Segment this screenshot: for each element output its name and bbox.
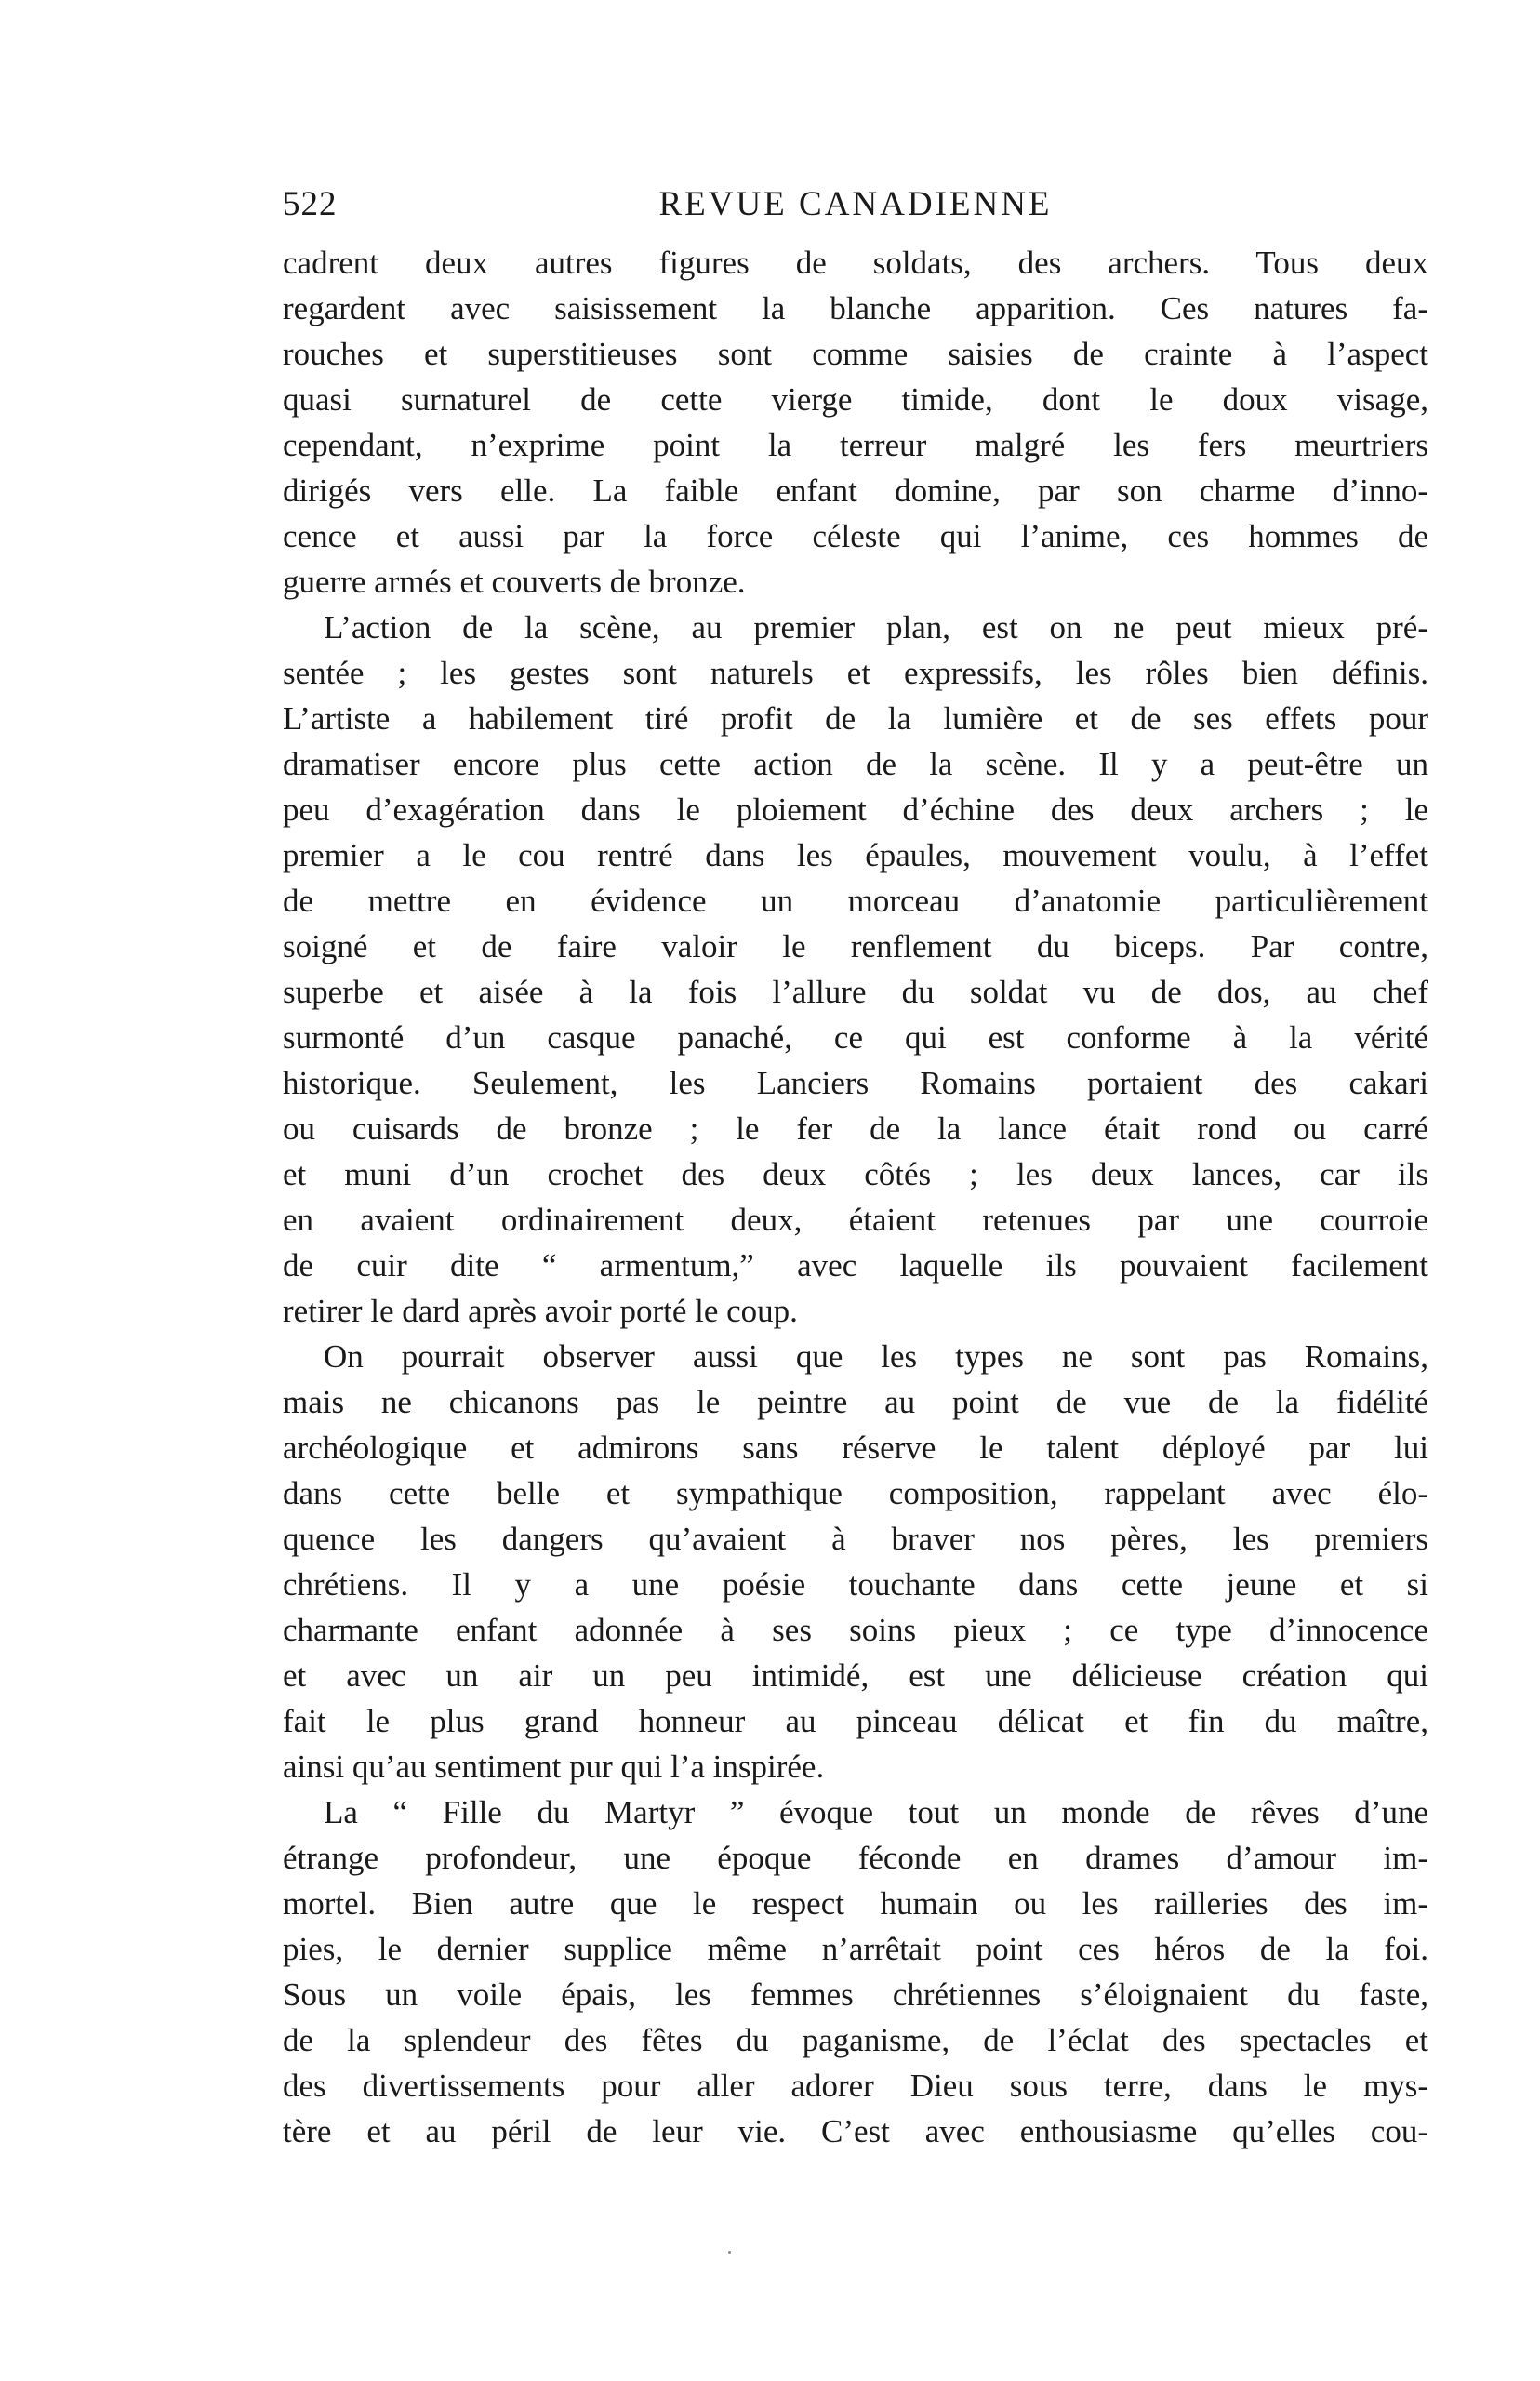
text-line: rouches et superstitieuses sont comme saisies de crainte à l’aspect — [283, 336, 1428, 372]
text-line: sentée ; les gestes sont naturels et expressifs, les rôles bien définis. — [283, 655, 1428, 691]
text-line: fait le plus grand honneur au pinceau délicat et fin du maître, — [283, 1703, 1428, 1739]
text-line: de mettre en évidence un morceau d’anatomie particulièrement — [283, 883, 1428, 919]
text-line: superbe et aisée à la fois l’allure du soldat vu de dos, au chef — [283, 974, 1428, 1010]
text-line: et muni d’un crochet des deux côtés ; les deux lances, car ils — [283, 1156, 1428, 1192]
text-line: quasi surnaturel de cette vierge timide, dont le doux visage, — [283, 381, 1428, 418]
text-line: L’artiste a habilement tiré profit de la lumière et de ses effets pour — [283, 700, 1428, 737]
text-line: et avec un air un peu intimidé, est une délicieuse création qui — [283, 1657, 1428, 1694]
text-line: mortel. Bien autre que le respect humain ou les railleries des im- — [283, 1885, 1428, 1922]
page — [283, 184, 1428, 2154]
body-text — [283, 240, 1428, 2154]
text-line: de cuir dite “ armentum,” avec laquelle ils pouvaient facilement — [283, 1247, 1428, 1284]
text-line: regardent avec saisissement la blanche apparition. Ces natures fa- — [283, 290, 1428, 326]
text-line: dramatiser encore plus cette action de la scène. Il y a peut-être un — [283, 746, 1428, 782]
text-line: surmonté d’un casque panaché, ce qui est conforme à la vérité — [283, 1019, 1428, 1056]
text-line: cadrent deux autres figures de soldats, des archers. Tous deux — [283, 245, 1428, 281]
scan-speck — [728, 2251, 731, 2254]
text-line: dans cette belle et sympathique composition, rappelant avec élo- — [283, 1475, 1428, 1511]
text-line: historique. Seulement, les Lanciers Romains portaient des cakari — [283, 1065, 1428, 1101]
text-line: ou cuisards de bronze ; le fer de la lance était rond ou carré — [283, 1111, 1428, 1147]
text-line: quence les dangers qu’avaient à braver nos pères, les premiers — [283, 1521, 1428, 1557]
text-line: en avaient ordinairement deux, étaient retenues par une courroie — [283, 1202, 1428, 1238]
text-line: ainsi qu’au sentiment pur qui l’a inspirée. — [283, 1749, 825, 1785]
running-title: REVUE CANADIENNE — [658, 185, 1053, 223]
text-line: des divertissements pour aller adorer Dieu sous terre, dans le mys- — [283, 2068, 1428, 2104]
text-line: guerre armés et couverts de bronze. — [283, 564, 746, 600]
text-line: chrétiens. Il y a une poésie touchante dans cette jeune et si — [283, 1566, 1428, 1603]
text-line: étrange profondeur, une époque féconde en drames d’amour im- — [283, 1840, 1428, 1876]
text-line: pies, le dernier supplice même n’arrêtait point ces héros de la foi. — [283, 1931, 1428, 1967]
text-line: Sous un voile épais, les femmes chrétiennes s’éloignaient du faste, — [283, 1976, 1428, 2013]
text-line: tère et au péril de leur vie. C’est avec enthousiasme qu’elles cou- — [283, 2113, 1428, 2149]
page-number: 522 — [283, 185, 338, 223]
text-line: archéologique et admirons sans réserve le talent déployé par lui — [283, 1430, 1428, 1466]
text-line: mais ne chicanons pas le peintre au point de vue de la fidélité — [283, 1384, 1428, 1420]
text-line: La “ Fille du Martyr ” évoque tout un monde de rêves d’une — [324, 1794, 1428, 1830]
text-line: cependant, n’exprime point la terreur malgré les fers meurtriers — [283, 427, 1428, 463]
text-line: premier a le cou rentré dans les épaules, mouvement voulu, à l’effet — [283, 837, 1428, 873]
text-line: L’action de la scène, au premier plan, est on ne peut mieux pré- — [324, 609, 1428, 645]
text-line: retirer le dard après avoir porté le coup. — [283, 1293, 798, 1329]
text-line: soigné et de faire valoir le renflement du biceps. Par contre, — [283, 928, 1428, 964]
text-line: charmante enfant adonnée à ses soins pieux ; ce type d’innocence — [283, 1612, 1428, 1648]
text-line: peu d’exagération dans le ploiement d’échine des deux archers ; le — [283, 791, 1428, 828]
running-head — [283, 184, 1428, 240]
text-line: cence et aussi par la force céleste qui l’anime, ces hommes de — [283, 518, 1428, 554]
text-line: dirigés vers elle. La faible enfant domine, par son charme d’inno- — [283, 472, 1428, 509]
text-line: de la splendeur des fêtes du paganisme, de l’éclat des spectacles et — [283, 2022, 1428, 2058]
text-line: On pourrait observer aussi que les types ne sont pas Romains, — [324, 1338, 1428, 1375]
